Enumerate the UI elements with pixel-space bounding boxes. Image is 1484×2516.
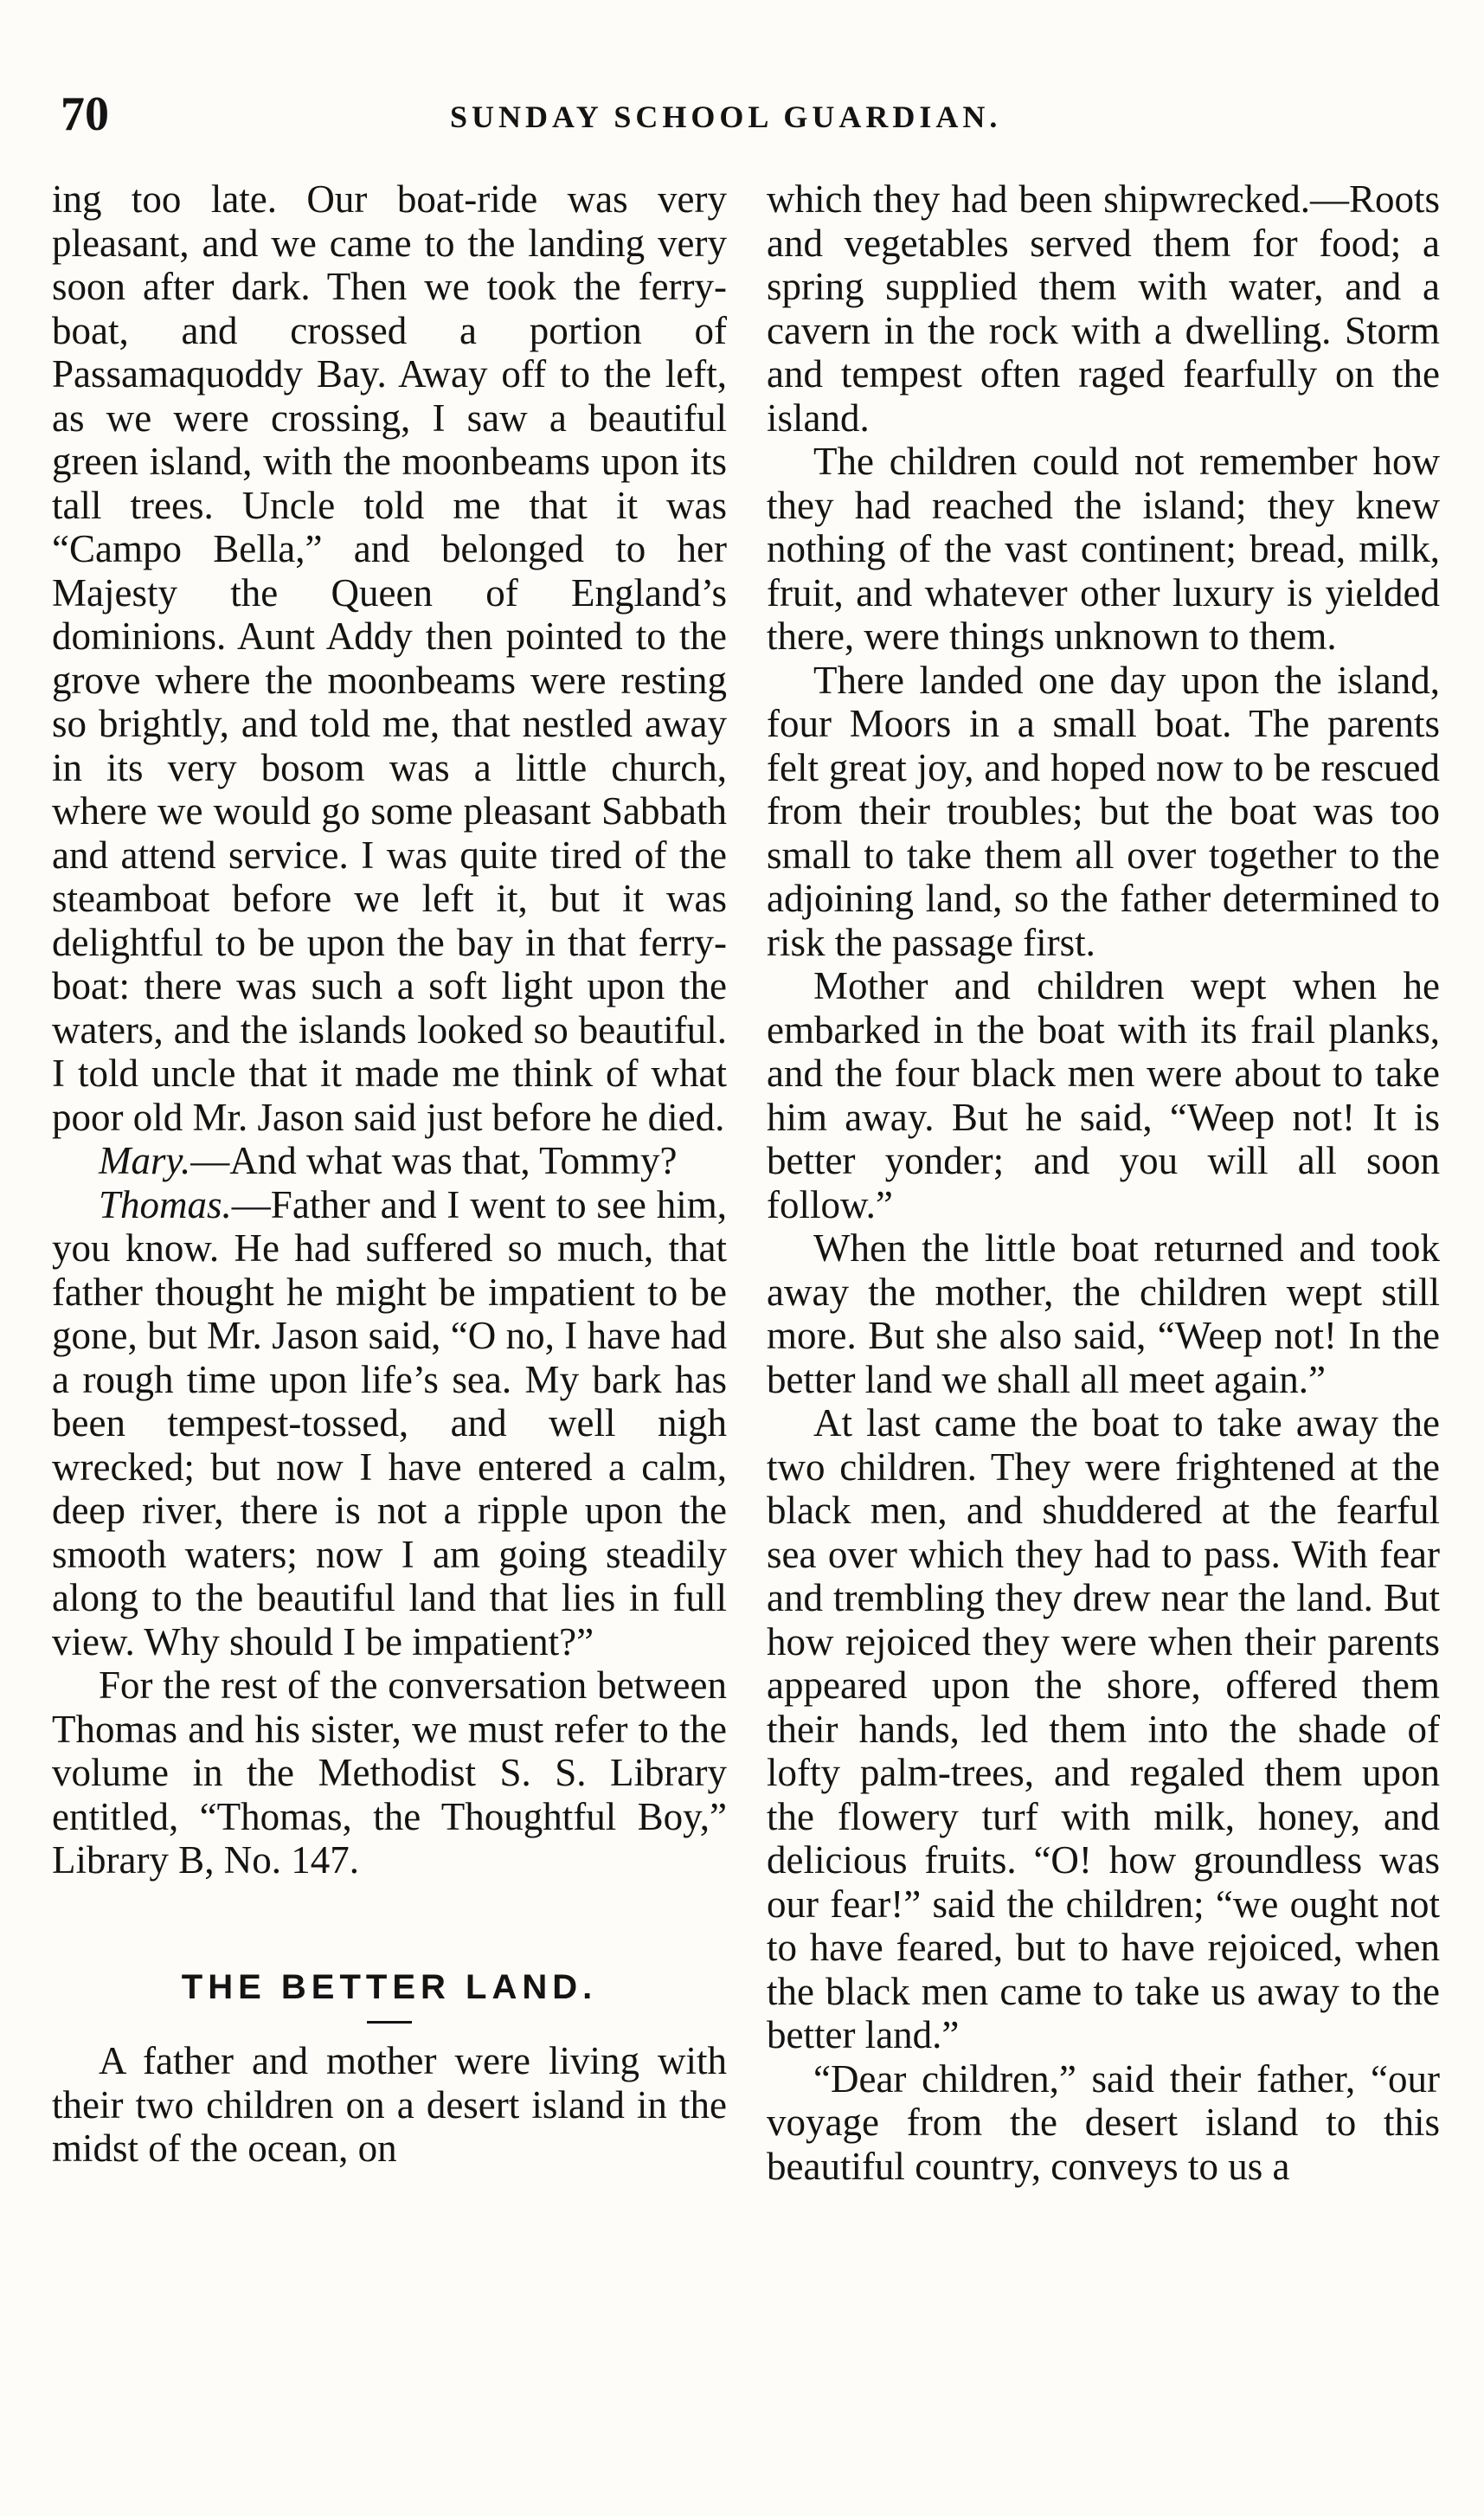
dialogue-text: —And what was that, Tommy?: [190, 1139, 678, 1182]
paragraph: A father and mother were living with their two children on a desert island in the midst of the ocean, on: [52, 2039, 727, 2170]
title-rule: [367, 2021, 412, 2024]
paragraph: which they had been shipwrecked.—Roots and vegetables served them for food; a spring supplied them with water, and a cavern in the rock with a dwelling. Storm and tempest often raged fearfully on the island.: [767, 177, 1440, 440]
paragraph: At last came the boat to take away the two children. They were frightened at the black men, and shuddered at the fearful sea over which they had to pass. With fear and trembling they drew near the land. But how rejoiced they were when their parents appeared upon the shore, offered them their hands, led them into the shade of lofty palm-trees, and regaled them upon the flowery turf with milk, honey, and delicious fruits. “O! how groundless was our fear!” said the children; “we ought not to have feared, but to have rejoiced, when the black men came to take us away to the better land.”: [767, 1401, 1440, 2056]
paragraph: Mother and children wept when he embarked in the boat with its frail planks, and the four black men were about to take him away. But he said, “Weep not! It is better yonder; and you will all soon follow.”: [767, 964, 1440, 1226]
paragraph: ing too late. Our boat-ride was very pleasant, and we came to the landing very soon after dark. Then we took the ferry-boat, and crossed a portion of Passamaquoddy Bay. Away off to the left, as we were crossing, I saw a beautiful green island, with the moonbeams upon its tall trees. Uncle told me that it was “Campo Bella,” and belonged to her Majesty the Queen of England’s dominions. Aunt Addy then pointed to the grove where the moonbeams were resting so brightly, and told me, that nestled away in its very bosom was a little church, where we would go some pleasant Sabbath and attend service. I was quite tired of the steamboat before we left it, but it was delightful to be upon the bay in that ferry-boat: there was such a soft light upon the waters, and the islands looked so beautiful. I told uncle that it made me think of what poor old Mr. Jason said just before he died.: [52, 177, 727, 1139]
dialogue-paragraph: [52, 1139, 727, 1183]
paragraph: “Dear children,” said their father, “our voyage from the desert island to this beautiful country, conveys to us a: [767, 2056, 1440, 2188]
speaker-name: Mary.: [99, 1139, 191, 1182]
running-head: SUNDAY SCHOOL GUARDIAN.: [450, 100, 1002, 134]
speaker-name: Thomas.: [99, 1182, 232, 1226]
page-number: 70: [61, 87, 109, 141]
paragraph: For the rest of the conversation between Thomas and his sister, we must refer to the volume in the Methodist S. S. Library entitled, “Thomas, the Thoughtful Boy,” Library B, No. 147.: [52, 1663, 727, 1882]
right-column: [767, 177, 1440, 2188]
dialogue-text: —Father and I went to see him, you know. He had suffered so much, that father thought he might be impatient to be gone, but Mr. Jason said, “O no, I have had a rough time upon life’s sea. My bark has been tempest-tossed, and well nigh wrecked; but now I have entered a calm, deep river, there is not a ripple upon the smooth waters; now I am going steadily along to the beautiful land that lies in full view. Why should I be impatient?”: [52, 1182, 727, 1663]
section-title: THE BETTER LAND.: [181, 1967, 598, 2006]
left-column: [52, 177, 727, 2171]
paragraph: The children could not remember how they had reached the island; they knew nothing of the vast continent; bread, milk, fruit, and whatever other luxury is yielded there, were things unknown to them.: [767, 440, 1440, 658]
dialogue-paragraph: [52, 1183, 727, 1664]
paragraph: There landed one day upon the island, four Moors in a small boat. The parents felt great joy, and hoped now to be rescued from their troubles; but the boat was too small to take them all over together to the adjoining land, so the father determined to risk the passage first.: [767, 658, 1440, 964]
paragraph: When the little boat returned and took away the mother, the children wept still more. But she also said, “Weep not! In the better land we shall all meet again.”: [767, 1226, 1440, 1401]
